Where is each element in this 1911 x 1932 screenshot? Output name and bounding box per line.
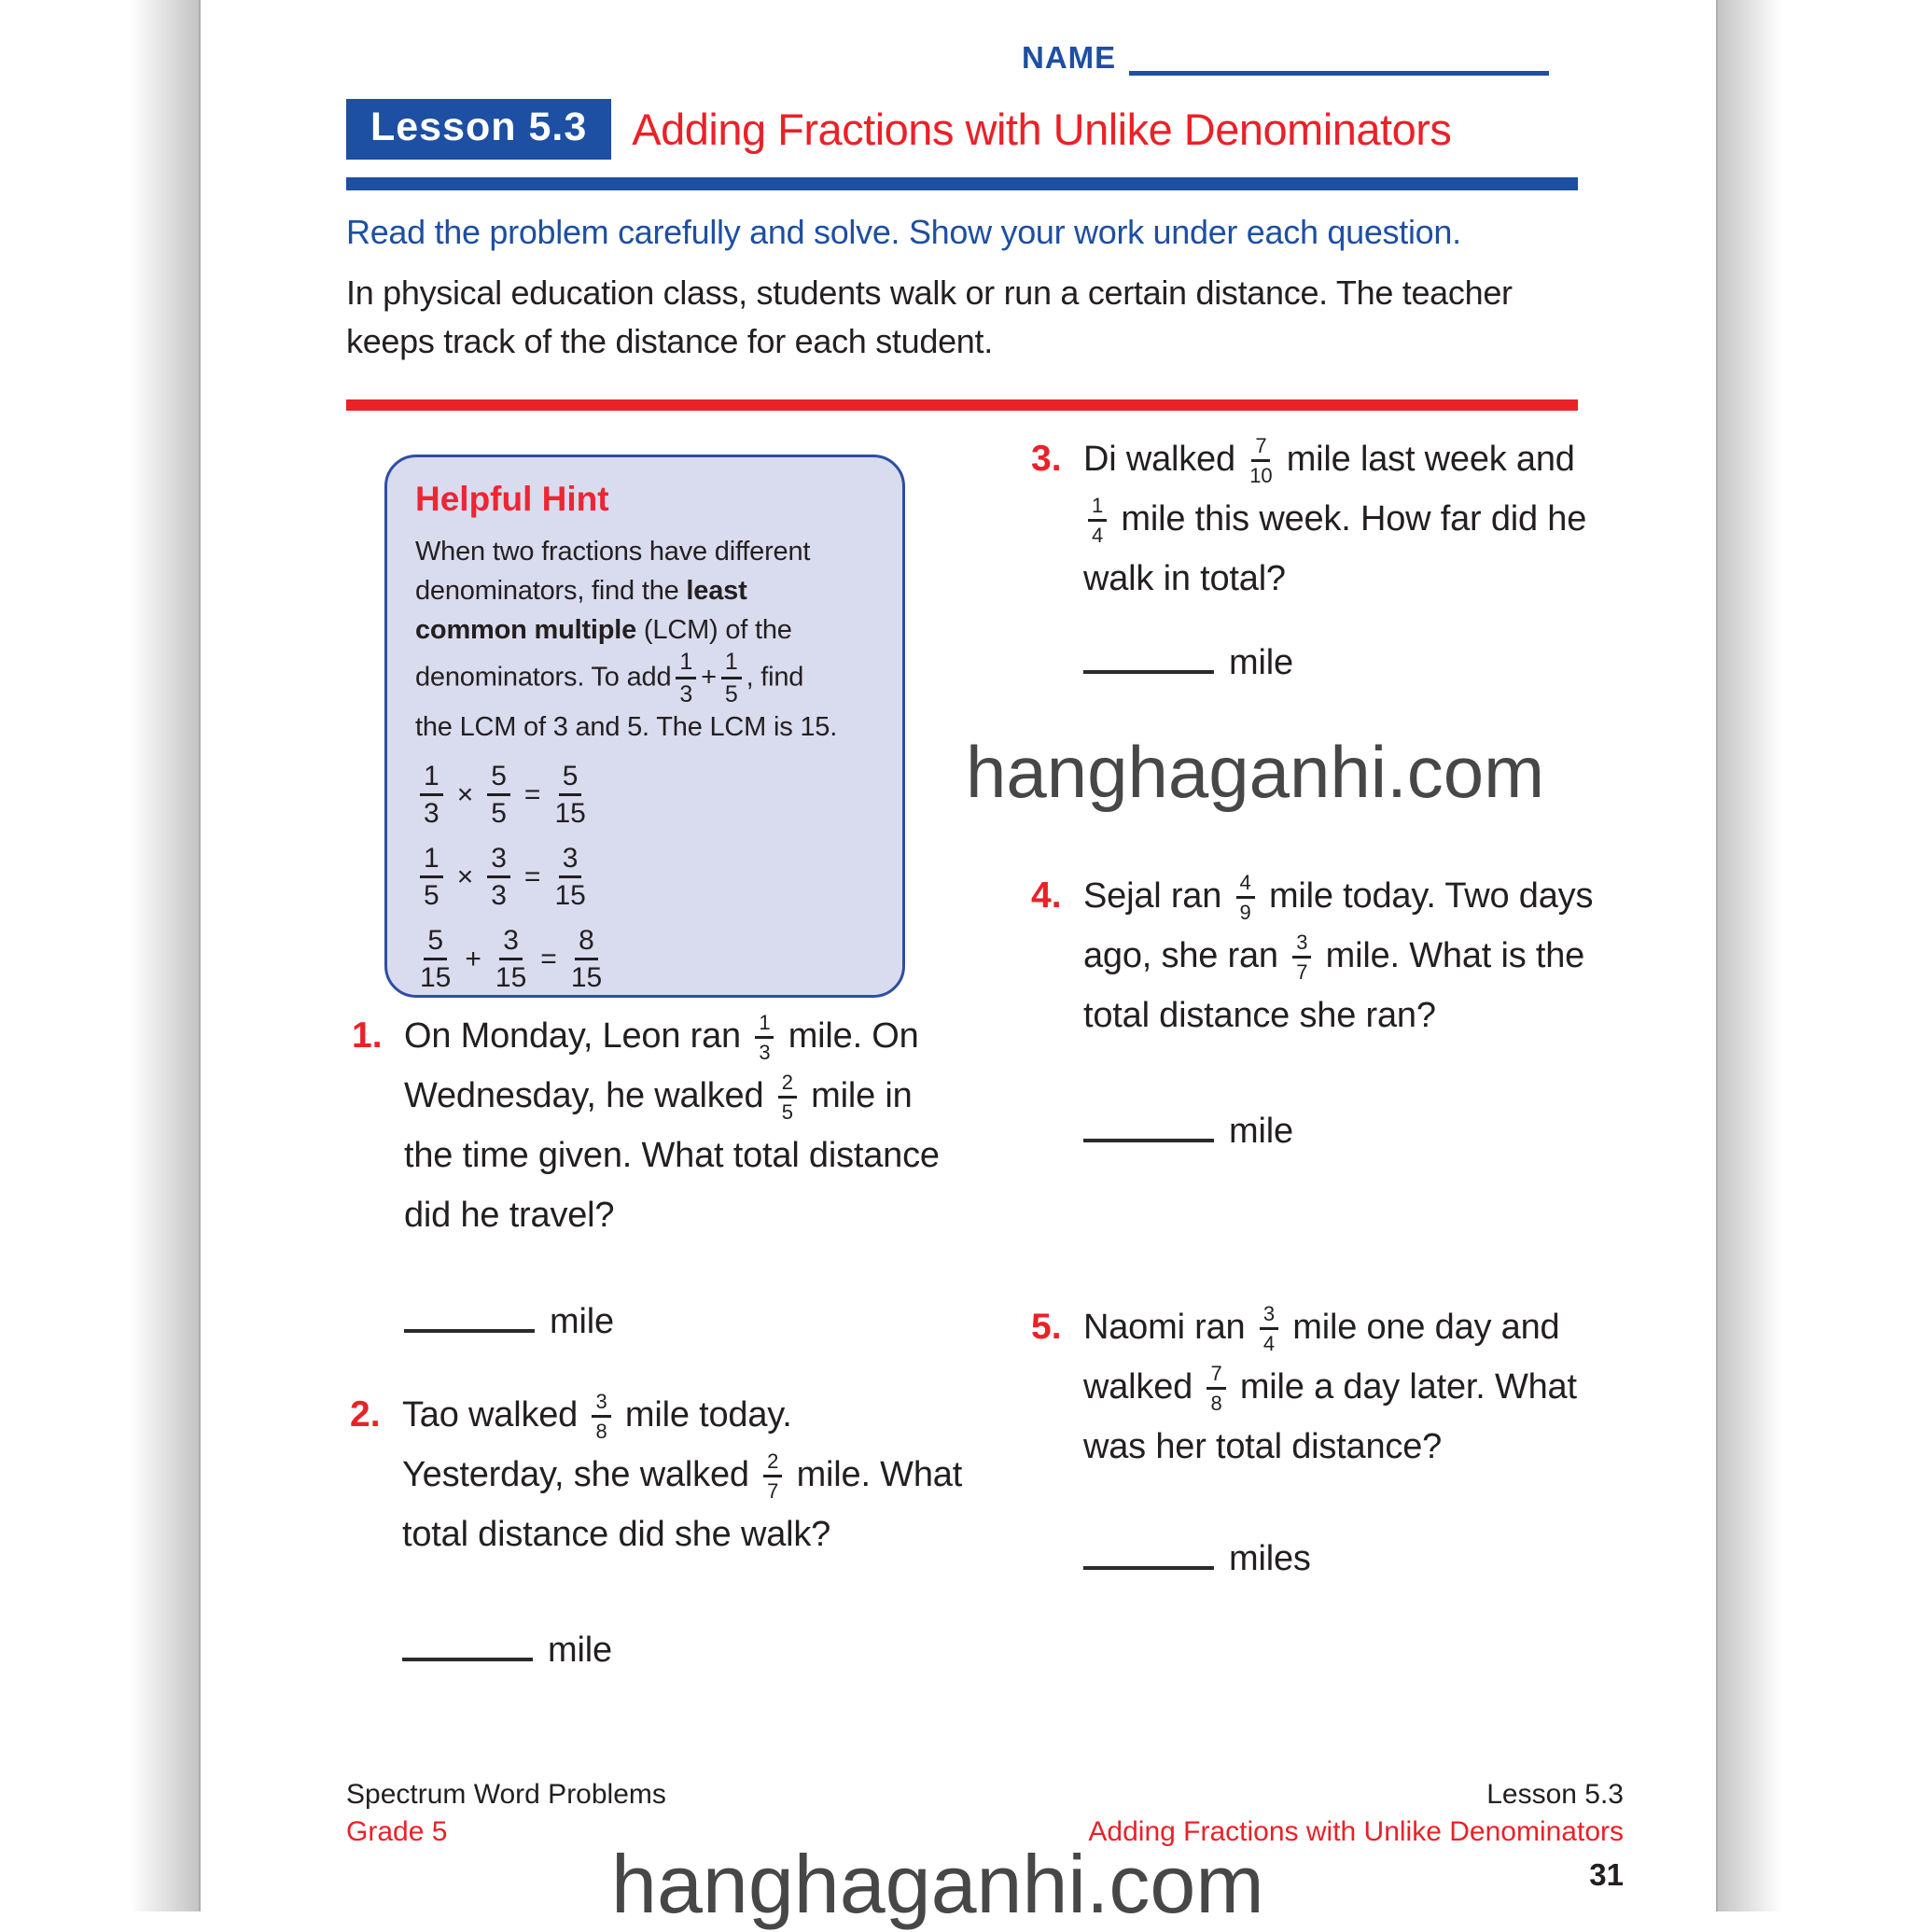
problem-5-number: 5. <box>1031 1307 1062 1347</box>
fraction-7-10: $\frac{7}{10}$ <box>1249 434 1273 488</box>
fraction: $\frac{3}{15}$ <box>554 842 586 911</box>
problem-5-unit: miles <box>1229 1539 1311 1578</box>
lesson-title: Adding Fractions with Unlike Denominators <box>632 105 1452 154</box>
equation-row-1 <box>415 762 874 829</box>
fraction: $\frac{5}{15}$ <box>420 924 452 993</box>
equation-row-2 <box>415 844 874 911</box>
fraction: $\frac{1}{3}$ <box>420 762 443 829</box>
section-divider-rule <box>346 399 1578 411</box>
fraction-4-9: $\frac{4}{9}$ <box>1236 872 1255 923</box>
problem-5-answer <box>1083 1531 1577 1581</box>
instruction-text: Read the problem carefully and solve. Show your work under each question. <box>346 213 1461 251</box>
footer-series: Spectrum Word Problems <box>346 1779 666 1810</box>
problem-1-unit: mile <box>550 1302 614 1341</box>
watermark-bottom: hanghaganhi.com <box>611 1838 1264 1930</box>
problem-3-answer <box>1083 635 1586 685</box>
problem-4-number: 4. <box>1031 875 1062 916</box>
problem-4 <box>1031 866 1593 1154</box>
hint-equations <box>415 762 874 993</box>
problem-1-answer <box>404 1294 940 1344</box>
problem-3-number: 3. <box>1031 439 1062 479</box>
hint-line-2: denominators, find the <box>415 576 687 606</box>
name-row <box>1022 39 1549 76</box>
problem-5-text: Naomi ran $\frac{3}{4}$ mile one day and walked $\frac{7}{8}$ mile a day later. What was her total distance? miles <box>1083 1297 1577 1581</box>
problem-4-answer <box>1083 1103 1593 1154</box>
name-label: NAME <box>1022 40 1117 75</box>
problem-2-answer-blank[interactable] <box>402 1622 533 1661</box>
footer-lesson: Lesson 5.3 <box>1486 1779 1624 1810</box>
header-divider-rule <box>346 177 1578 190</box>
intro-paragraph <box>346 269 1513 366</box>
problem-5 <box>1031 1297 1577 1581</box>
fraction-2-5: $\frac{2}{5}$ <box>778 1071 797 1123</box>
hint-line-5: the LCM of 3 and 5. The LCM is 15. <box>415 711 838 742</box>
problem-2-number: 2. <box>350 1394 381 1435</box>
problem-5-answer-blank[interactable] <box>1083 1531 1214 1570</box>
fraction-3-8: $\frac{3}{8}$ <box>592 1391 610 1442</box>
equals-operator: = <box>523 778 541 810</box>
problem-1-answer-blank[interactable] <box>404 1294 535 1333</box>
hint-line-4-pre: denominators. To add <box>415 662 672 693</box>
intro-line-1: In physical education class, students walk or run a certain distance. The teacher <box>346 273 1513 312</box>
helpful-hint-box <box>384 455 905 998</box>
problem-1-text: On Monday, Leon ran $\frac{1}{3}$ mile. On Wednesday, he walked $\frac{2}{5}$ mile in the time given. What total distance did he travel? mile <box>404 1006 940 1344</box>
plus-operator: + <box>465 943 481 974</box>
problem-4-unit: mile <box>1229 1112 1293 1151</box>
problem-2-text: Tao walked $\frac{3}{8}$ mile today. Yesterday, she walked $\frac{2}{7}$ mile. What total distance did she walk? mile <box>402 1385 962 1673</box>
fraction: $\frac{1}{5}$ <box>420 844 443 911</box>
hint-body <box>415 532 874 747</box>
multiply-operator: × <box>456 778 474 810</box>
problem-3 <box>1031 429 1586 685</box>
hint-line-1: When two fractions have different <box>415 537 811 567</box>
multiply-operator: × <box>456 861 474 892</box>
hint-line-3: (LCM) of the <box>636 615 792 645</box>
fraction-1-3: $\frac{1}{3}$ <box>676 650 696 707</box>
footer-grade: Grade 5 <box>346 1816 448 1847</box>
fraction: $\frac{5}{15}$ <box>554 760 586 829</box>
hint-bold-lcm: common multiple <box>415 615 637 645</box>
problem-2 <box>350 1385 962 1673</box>
fraction: $\frac{3}{3}$ <box>487 844 510 911</box>
page-number: 31 <box>1589 1857 1624 1892</box>
problem-3-unit: mile <box>1229 643 1293 682</box>
fraction-1-4: $\frac{1}{4}$ <box>1088 495 1107 546</box>
page-left-edge-shadow <box>131 0 201 1911</box>
problem-2-unit: mile <box>548 1631 612 1670</box>
fraction-1-5: $\frac{1}{5}$ <box>721 650 742 707</box>
hint-bold-least: least <box>686 576 747 606</box>
problem-1-number: 1. <box>352 1015 383 1056</box>
intro-line-2: keeps track of the distance for each student. <box>346 322 993 361</box>
problem-1 <box>352 1006 940 1344</box>
fraction: $\frac{5}{5}$ <box>487 762 510 829</box>
problem-3-answer-blank[interactable] <box>1083 635 1214 674</box>
fraction-3-7: $\frac{3}{7}$ <box>1292 931 1311 983</box>
lesson-header <box>346 99 1451 160</box>
fraction: $\frac{3}{15}$ <box>495 924 527 993</box>
fraction-3-4: $\frac{3}{4}$ <box>1260 1303 1278 1354</box>
fraction-1-3: $\frac{1}{3}$ <box>755 1012 774 1063</box>
fraction-7-8: $\frac{7}{8}$ <box>1207 1363 1225 1414</box>
problem-4-answer-blank[interactable] <box>1083 1103 1214 1142</box>
problem-2-answer <box>402 1622 962 1673</box>
fraction: $\frac{8}{15}$ <box>570 924 603 993</box>
problem-3-text: Di walked $\frac{7}{10}$ mile last week and $\frac{1}{4}$ mile this week. How far did he walk in total? mile <box>1083 429 1586 685</box>
hint-title: Helpful Hint <box>415 480 609 518</box>
name-blank-line[interactable] <box>1129 39 1549 76</box>
lesson-badge: Lesson 5.3 <box>346 99 611 160</box>
problem-4-text: Sejal ran $\frac{4}{9}$ mile today. Two days ago, she ran $\frac{3}{7}$ mile. What is the total distance she ran? mile <box>1083 866 1593 1154</box>
hint-line-4-plus: + <box>701 662 717 693</box>
watermark-middle: hanghaganhi.com <box>966 731 1545 813</box>
equals-operator: = <box>523 861 541 892</box>
equals-operator: = <box>540 943 557 974</box>
page-right-edge-shadow <box>1716 0 1781 1911</box>
footer-lesson-title: Adding Fractions with Unlike Denominators <box>1088 1816 1624 1847</box>
fraction-2-7: $\frac{2}{7}$ <box>763 1450 782 1502</box>
equation-row-3 <box>415 926 874 993</box>
hint-line-4-post: , find <box>746 662 804 693</box>
